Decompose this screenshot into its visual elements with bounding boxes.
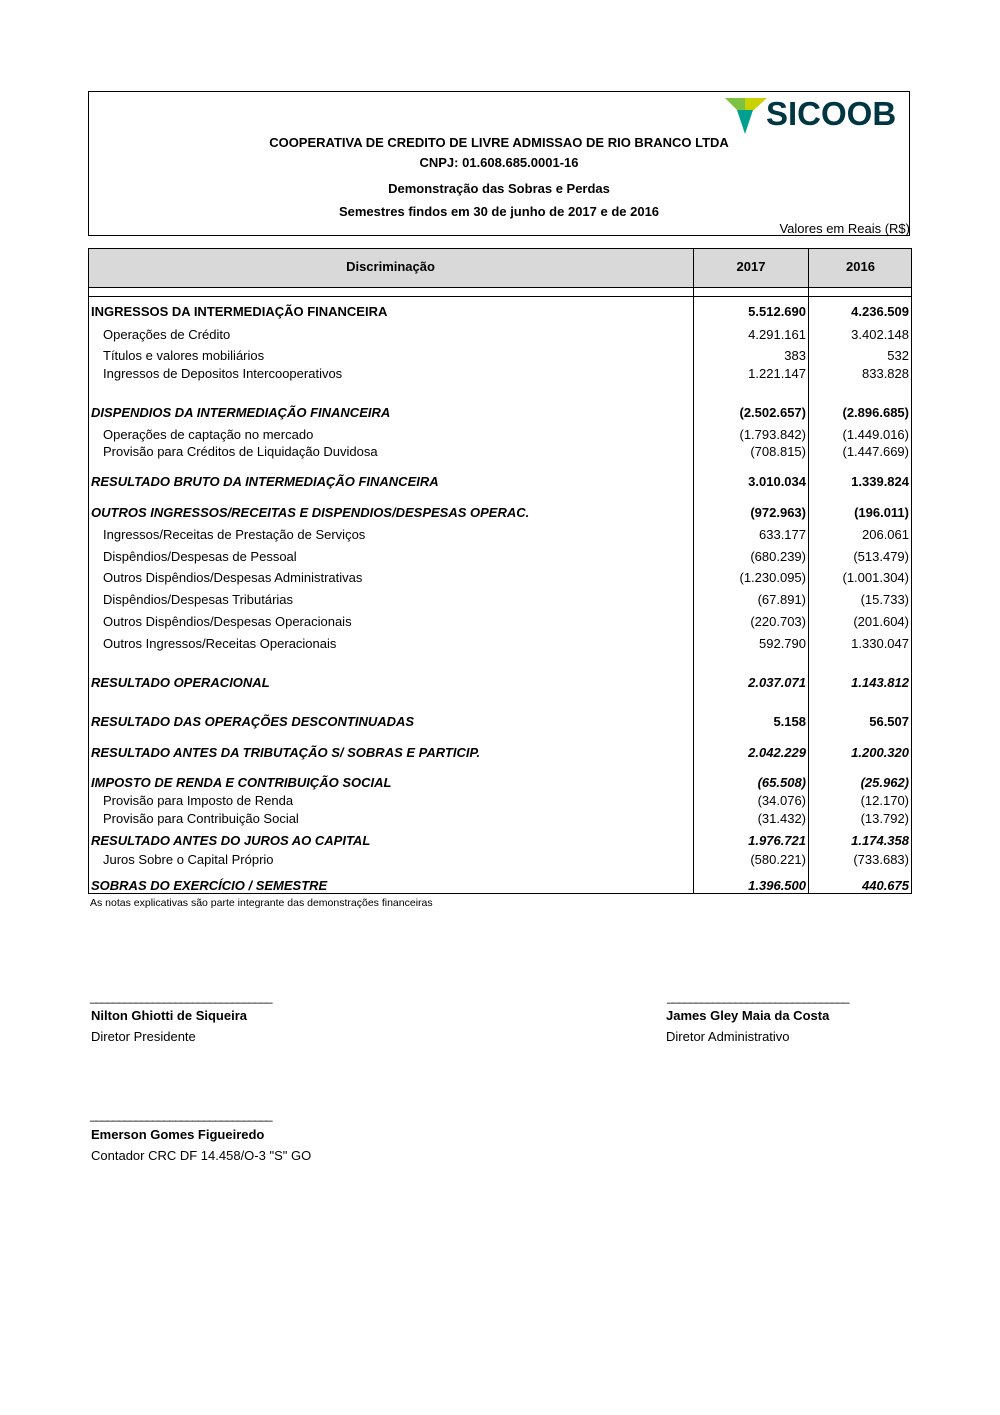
column-divider-2017 [693, 248, 694, 894]
value-2017: 1.221.147 [748, 366, 806, 381]
value-2017: 5.512.690 [748, 304, 806, 319]
value-2017: 4.291.161 [748, 327, 806, 342]
row-label: RESULTADO BRUTO DA INTERMEDIAÇÃO FINANCEIRA [91, 474, 439, 489]
column-divider-2016 [808, 248, 809, 894]
value-2016: (201.604) [853, 614, 909, 629]
row-label: Operações de Crédito [103, 327, 231, 342]
row-label: RESULTADO OPERACIONAL [91, 675, 270, 690]
value-2017: 383 [784, 348, 806, 363]
row-label: INGRESSOS DA INTERMEDIAÇÃO FINANCEIRA [91, 304, 388, 319]
value-2016: 1.143.812 [851, 675, 909, 690]
value-2017: (65.508) [757, 775, 806, 790]
row-label: Operações de captação no mercado [103, 427, 314, 442]
signer-role: Diretor Administrativo [666, 1029, 790, 1044]
signature-line: ________________________________ [667, 990, 849, 1004]
value-2016: (13.792) [860, 811, 909, 826]
row-label: Ingressos/Receitas de Prestação de Serviços [103, 527, 366, 542]
value-2017: 633.177 [759, 527, 806, 542]
signature-line: ________________________________ [90, 990, 272, 1004]
column-header-2017: 2017 [736, 259, 766, 274]
value-2017: (67.891) [757, 592, 806, 607]
value-2017: 5.158 [773, 714, 806, 729]
row-label: Dispêndios/Despesas Tributárias [103, 592, 294, 607]
value-2016: (15.733) [860, 592, 909, 607]
value-2017: 592.790 [759, 636, 806, 651]
column-header-2016: 2016 [846, 259, 875, 274]
value-2016: 1.174.358 [851, 833, 909, 848]
footnote: As notas explicativas são parte integrante das demonstrações financeiras [90, 897, 433, 909]
column-header-discriminacao: Discriminação [346, 259, 435, 274]
value-2017: 3.010.034 [748, 474, 806, 489]
value-2016: (2.896.685) [842, 405, 909, 420]
company-name: COOPERATIVA DE CREDITO DE LIVRE ADMISSAO DE RIO BRANCO LTDA [269, 135, 729, 150]
value-2017: (708.815) [750, 444, 806, 459]
row-label: Outros Dispêndios/Despesas Administrativas [103, 570, 363, 585]
value-2017: 1.396.500 [748, 878, 806, 893]
value-2017: (31.432) [757, 811, 806, 826]
value-2016: (1.001.304) [842, 570, 909, 585]
value-2016: 440.675 [862, 878, 909, 893]
row-label: Outros Ingressos/Receitas Operacionais [103, 636, 337, 651]
value-2016: 56.507 [869, 714, 909, 729]
value-2016: (513.479) [853, 549, 909, 564]
value-2017: 2.037.071 [748, 675, 806, 690]
row-label: Juros Sobre o Capital Próprio [103, 852, 274, 867]
row-label: Dispêndios/Despesas de Pessoal [103, 549, 297, 564]
row-label: IMPOSTO DE RENDA E CONTRIBUIÇÃO SOCIAL [91, 775, 392, 790]
value-2016: 3.402.148 [851, 327, 909, 342]
signer-name: Emerson Gomes Figueiredo [91, 1127, 265, 1142]
row-label: DISPENDIOS DA INTERMEDIAÇÃO FINANCEIRA [91, 405, 391, 420]
value-2017: (1.230.095) [739, 570, 806, 585]
signature-line: ________________________________ [90, 1108, 272, 1122]
value-2016: (733.683) [853, 852, 909, 867]
row-label: Provisão para Imposto de Renda [103, 793, 294, 808]
row-label: Outros Dispêndios/Despesas Operacionais [103, 614, 352, 629]
signer-name: Nilton Ghiotti de Siqueira [91, 1008, 247, 1023]
row-label: Provisão para Créditos de Liquidação Duvidosa [103, 444, 378, 459]
signer-role: Diretor Presidente [91, 1029, 196, 1044]
row-label: Ingressos de Depositos Intercooperativos [103, 366, 343, 381]
value-2017: 1.976.721 [748, 833, 806, 848]
value-2017: 2.042.229 [748, 745, 806, 760]
value-2017: (1.793.842) [739, 427, 806, 442]
statement-title: Demonstração das Sobras e Perdas [388, 181, 610, 196]
value-2016: (1.449.016) [842, 427, 909, 442]
value-2016: (12.170) [860, 793, 909, 808]
row-label: RESULTADO ANTES DA TRIBUTAÇÃO S/ SOBRAS E PARTICIP. [91, 745, 481, 760]
value-2017: (220.703) [750, 614, 806, 629]
row-label: RESULTADO DAS OPERAÇÕES DESCONTINUADAS [91, 714, 415, 729]
value-2016: 833.828 [862, 366, 909, 381]
signer-name: James Gley Maia da Costa [666, 1008, 830, 1023]
row-label: Títulos e valores mobiliários [103, 348, 265, 363]
row-label: SOBRAS DO EXERCÍCIO / SEMESTRE [91, 878, 328, 893]
value-2017: (2.502.657) [739, 405, 806, 420]
value-2016: 206.061 [862, 527, 909, 542]
row-label: OUTROS INGRESSOS/RECEITAS E DISPENDIOS/DESPESAS OPERAC. [91, 505, 530, 520]
statement-period: Semestres findos em 30 de junho de 2017 e de 2016 [338, 204, 660, 219]
logo-wordmark: SICOOB [766, 95, 897, 132]
value-2016: (25.962) [860, 775, 909, 790]
signer-role: Contador CRC DF 14.458/O-3 "S" GO [91, 1148, 312, 1163]
company-cnpj: CNPJ: 01.608.685.0001-16 [419, 155, 579, 170]
units-label: Valores em Reais (R$) [779, 221, 910, 236]
row-label: RESULTADO ANTES DO JUROS AO CAPITAL [91, 833, 371, 848]
row-label: Provisão para Contribuição Social [103, 811, 299, 826]
value-2016: 1.200.320 [851, 745, 909, 760]
header-separator [88, 296, 912, 297]
value-2016: (196.011) [854, 505, 909, 520]
value-2016: (1.447.669) [842, 444, 909, 459]
value-2017: (34.076) [757, 793, 806, 808]
value-2016: 1.339.824 [851, 474, 909, 489]
value-2016: 532 [887, 348, 909, 363]
value-2017: (972.963) [750, 505, 806, 520]
value-2016: 4.236.509 [851, 304, 909, 319]
value-2017: (680.239) [750, 549, 806, 564]
value-2017: (580.221) [750, 852, 806, 867]
value-2016: 1.330.047 [851, 636, 909, 651]
